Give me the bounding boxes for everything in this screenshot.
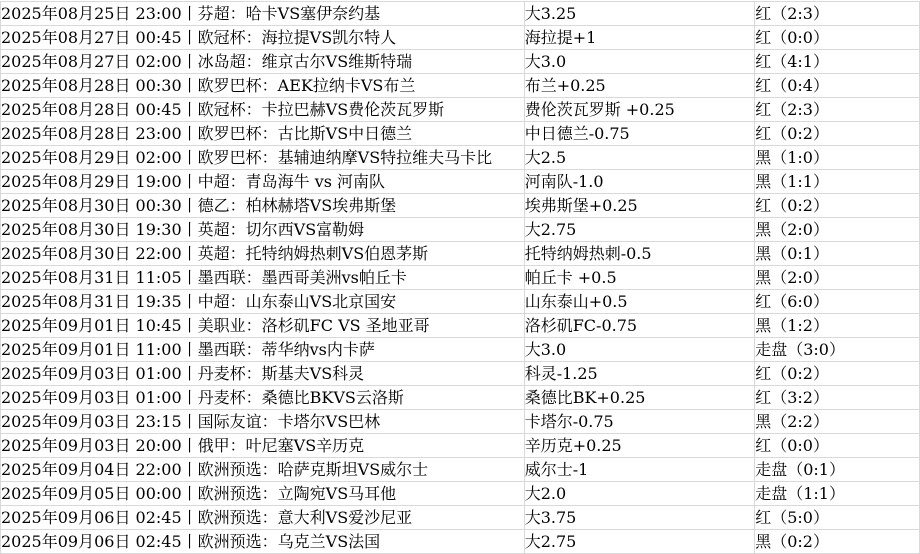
bet-cell: 中日德兰-0.75 (524, 122, 755, 146)
match-cell: 2025年08月29日 19:00丨中超：青岛海牛 vs 河南队 (1, 170, 525, 194)
betting-record-sheet (0, 1, 920, 554)
match-cell: 2025年08月30日 22:00丨英超：托特纳姆热刺VS伯恩茅斯 (1, 242, 525, 266)
table-row (1, 458, 920, 482)
table-row (1, 218, 920, 242)
result-cell: 红（0:2） (755, 122, 920, 146)
match-cell: 2025年08月31日 19:35丨中超：山东泰山VS北京国安 (1, 290, 525, 314)
table-row (1, 242, 920, 266)
result-cell: 红（0:0） (755, 26, 920, 50)
match-cell: 2025年09月03日 23:15丨国际友谊：卡塔尔VS巴林 (1, 410, 525, 434)
result-cell: 红（0:2） (755, 362, 920, 386)
match-cell: 2025年08月27日 00:45丨欧冠杯：海拉提VS凯尔特人 (1, 26, 525, 50)
table-row (1, 506, 920, 530)
bet-cell: 海拉提+1 (524, 26, 755, 50)
match-cell: 2025年09月03日 01:00丨丹麦杯：桑德比BKVS云洛斯 (1, 386, 525, 410)
bet-cell: 托特纳姆热刺-0.5 (524, 242, 755, 266)
match-cell: 2025年09月06日 02:45丨欧洲预选：乌克兰VS法国 (1, 530, 525, 554)
match-cell: 2025年08月28日 00:30丨欧罗巴杯：AEK拉纳卡VS布兰 (1, 74, 525, 98)
bet-cell: 科灵-1.25 (524, 362, 755, 386)
bet-cell: 洛杉矶FC-0.75 (524, 314, 755, 338)
bet-cell: 山东泰山+0.5 (524, 290, 755, 314)
result-cell: 黑（2:0） (755, 218, 920, 242)
result-cell: 黑（1:2） (755, 314, 920, 338)
table-row (1, 194, 920, 218)
bet-cell: 大3.0 (524, 50, 755, 74)
match-cell: 2025年08月30日 19:30丨英超：切尔西VS富勒姆 (1, 218, 525, 242)
result-cell: 黑（2:0） (755, 266, 920, 290)
result-cell: 走盘（0:1） (755, 458, 920, 482)
bet-cell: 大2.75 (524, 218, 755, 242)
result-cell: 黑（2:2） (755, 410, 920, 434)
match-cell: 2025年09月06日 02:45丨欧洲预选：意大利VS爱沙尼亚 (1, 506, 525, 530)
table-row (1, 410, 920, 434)
table-row (1, 26, 920, 50)
table-row (1, 122, 920, 146)
match-cell: 2025年09月04日 22:00丨欧洲预选：哈萨克斯坦VS威尔士 (1, 458, 525, 482)
bet-cell: 桑德比BK+0.25 (524, 386, 755, 410)
table-row (1, 386, 920, 410)
match-cell: 2025年08月28日 00:45丨欧冠杯：卡拉巴赫VS费伦茨瓦罗斯 (1, 98, 525, 122)
table-row (1, 98, 920, 122)
result-cell: 红（6:0） (755, 290, 920, 314)
match-cell: 2025年08月31日 11:05丨墨西联：墨西哥美洲vs帕丘卡 (1, 266, 525, 290)
bet-cell: 埃弗斯堡+0.25 (524, 194, 755, 218)
bet-cell: 布兰+0.25 (524, 74, 755, 98)
bet-cell: 卡塔尔-0.75 (524, 410, 755, 434)
result-cell: 红（2:3） (755, 2, 920, 26)
table-row (1, 314, 920, 338)
bet-cell: 大3.75 (524, 506, 755, 530)
table-row (1, 50, 920, 74)
match-cell: 2025年08月30日 00:30丨德乙：柏林赫塔VS埃弗斯堡 (1, 194, 525, 218)
result-cell: 走盘（1:1） (755, 482, 920, 506)
result-cell: 红（0:4） (755, 74, 920, 98)
bet-record-table (0, 1, 920, 554)
table-row (1, 266, 920, 290)
table-body (1, 2, 920, 554)
result-cell: 黑（1:1） (755, 170, 920, 194)
match-cell: 2025年08月27日 02:00丨冰岛超：维京古尔VS维斯特瑞 (1, 50, 525, 74)
table-row (1, 146, 920, 170)
match-cell: 2025年09月05日 00:00丨欧洲预选：立陶宛VS马耳他 (1, 482, 525, 506)
result-cell: 黑（1:0） (755, 146, 920, 170)
table-row (1, 2, 920, 26)
bet-cell: 帕丘卡 +0.5 (524, 266, 755, 290)
result-cell: 红（0:2） (755, 194, 920, 218)
match-cell: 2025年09月03日 01:00丨丹麦杯：斯基夫VS科灵 (1, 362, 525, 386)
table-row (1, 290, 920, 314)
table-row (1, 362, 920, 386)
table-row (1, 482, 920, 506)
bet-cell: 大3.25 (524, 2, 755, 26)
result-cell: 红（4:1） (755, 50, 920, 74)
match-cell: 2025年09月03日 20:00丨俄甲：叶尼塞VS辛历克 (1, 434, 525, 458)
result-cell: 红（2:3） (755, 98, 920, 122)
bet-cell: 大3.0 (524, 338, 755, 362)
match-cell: 2025年08月29日 02:00丨欧罗巴杯：基辅迪纳摩VS特拉维夫马卡比 (1, 146, 525, 170)
match-cell: 2025年09月01日 11:00丨墨西联：蒂华纳vs内卡萨 (1, 338, 525, 362)
bet-cell: 大2.75 (524, 530, 755, 554)
bet-cell: 威尔士-1 (524, 458, 755, 482)
result-cell: 红（0:0） (755, 434, 920, 458)
bet-cell: 河南队-1.0 (524, 170, 755, 194)
bet-cell: 辛历克+0.25 (524, 434, 755, 458)
table-row (1, 434, 920, 458)
table-row (1, 74, 920, 98)
table-row (1, 338, 920, 362)
result-cell: 黑（0:2） (755, 530, 920, 554)
bet-cell: 大2.0 (524, 482, 755, 506)
result-cell: 走盘（3:0） (755, 338, 920, 362)
bet-cell: 费伦茨瓦罗斯 +0.25 (524, 98, 755, 122)
match-cell: 2025年09月01日 10:45丨美职业：洛杉矶FC VS 圣地亚哥 (1, 314, 525, 338)
table-row (1, 170, 920, 194)
result-cell: 红（5:0） (755, 506, 920, 530)
result-cell: 红（3:2） (755, 386, 920, 410)
match-cell: 2025年08月25日 23:00丨芬超：哈卡VS塞伊奈约基 (1, 2, 525, 26)
bet-cell: 大2.5 (524, 146, 755, 170)
table-row (1, 530, 920, 554)
match-cell: 2025年08月28日 23:00丨欧罗巴杯：古比斯VS中日德兰 (1, 122, 525, 146)
result-cell: 黑（0:1） (755, 242, 920, 266)
